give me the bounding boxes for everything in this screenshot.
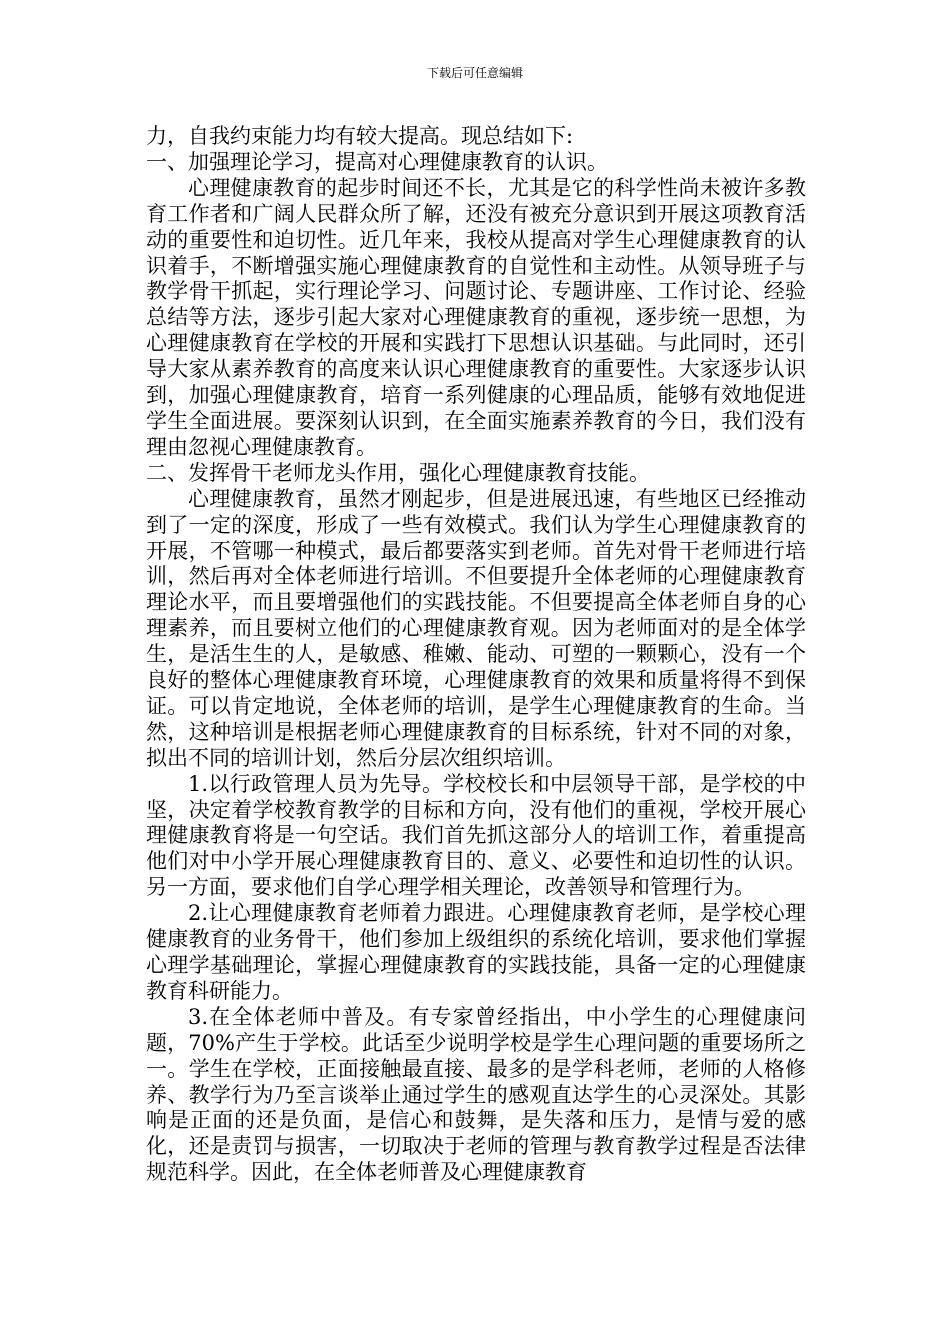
document-body <box>146 124 806 1186</box>
section-2-paragraph: 心理健康教育，虽然才刚起步，但是进展迅速，有些地区已经推动到了一定的深度，形成了一些有效模式。我们认为学生心理健康教育的开展，不管哪一种模式，最后都要落实到老师。首先对骨干老师进行培训，然后再对全体老师进行培训。不但要提升全体老师的心理健康教育理论水平，而且要增强他们的实践技能。不但要提高全体老师自身的心理素养，而且要树立他们的心理健康教育观。因为老师面对的是全体学生，是活生生的人，是敏感、稚嫩、能动、可塑的一颗颗心，没有一个良好的整体心理健康教育环境，心理健康教育的效果和质量将得不到保证。可以肯定地说，全体老师的培训，是学生心理健康教育的生命。当然，这种培训是根据老师心理健康教育的目标系统，针对不同的对象，拟出不同的培训计划，然后分层次组织培训。 <box>146 486 806 770</box>
section-1-heading: 一、加强理论学习，提高对心理健康教育的认识。 <box>146 149 608 174</box>
section-2-heading: 二、发挥骨干老师龙头作用，强化心理健康教育技能。 <box>146 460 650 485</box>
page-header: 下载后可任意编辑 <box>426 66 523 80</box>
list-item-3: 3.在全体老师中普及。有专家曾经指出，中小学生的心理健康问题，70%产生于学校。此话至少说明学校是学生心理问题的重要场所之一。学生在学校，正面接触最直接、最多的是学科老师，老师的人格修养、教学行为乃至言谈举止通过学生的感观直达学生的心灵深处。其影响是正面的还是负面，是信心和鼓舞，是失落和压力，是情与爱的感化，还是责罚与损害，一切取决于老师的管理与教育教学过程是否法律规范科学。因此，在全体老师普及心理健康教育 <box>146 1004 806 1185</box>
list-item-1: 1.以行政管理人员为先导。学校校长和中层领导干部，是学校的中坚，决定着学校教育教学的目标和方向，没有他们的重视，学校开展心理健康教育将是一句空话。我们首先抓这部分人的培训工作，着重提高他们对中小学开展心理健康教育目的、意义、必要性和迫切性的认识。另一方面，要求他们自学心理学相关理论，改善领导和管理行为。 <box>146 771 806 900</box>
list-item-2: 2.让心理健康教育老师着力跟进。心理健康教育老师，是学校心理健康教育的业务骨干，他们参加上级组织的系统化培训，要求他们掌握心理学基础理论，掌握心理健康教育的实践技能，具备一定的心理健康教育科研能力。 <box>146 901 806 1003</box>
section-1-paragraph: 心理健康教育的起步时间还不长，尤其是它的科学性尚未被许多教育工作者和广阔人民群众所了解，还没有被充分意识到开展这项教育活动的重要性和迫切性。近几年来，我校从提高对学生心理健康教育的认识着手，不断增强实施心理健康教育的自觉性和主动性。从领导班子与教学骨干抓起，实行理论学习、问题讨论、专题讲座、工作讨论、经验总结等方法，逐步引起大家对心理健康教育的重视，逐步统一思想，为心理健康教育在学校的开展和实践打下思想认识基础。与此同时，还引导大家从素养教育的高度来认识心理健康教育的重要性。大家逐步认识到，加强心理健康教育，培育一系列健康的心理品质，能够有效地促进学生全面进展。要深刻认识到，在全面实施素养教育的今日，我们没有理由忽视心理健康教育。 <box>146 175 806 459</box>
intro-continuation: 力，自我约束能力均有较大提高。现总结如下: <box>146 124 574 148</box>
